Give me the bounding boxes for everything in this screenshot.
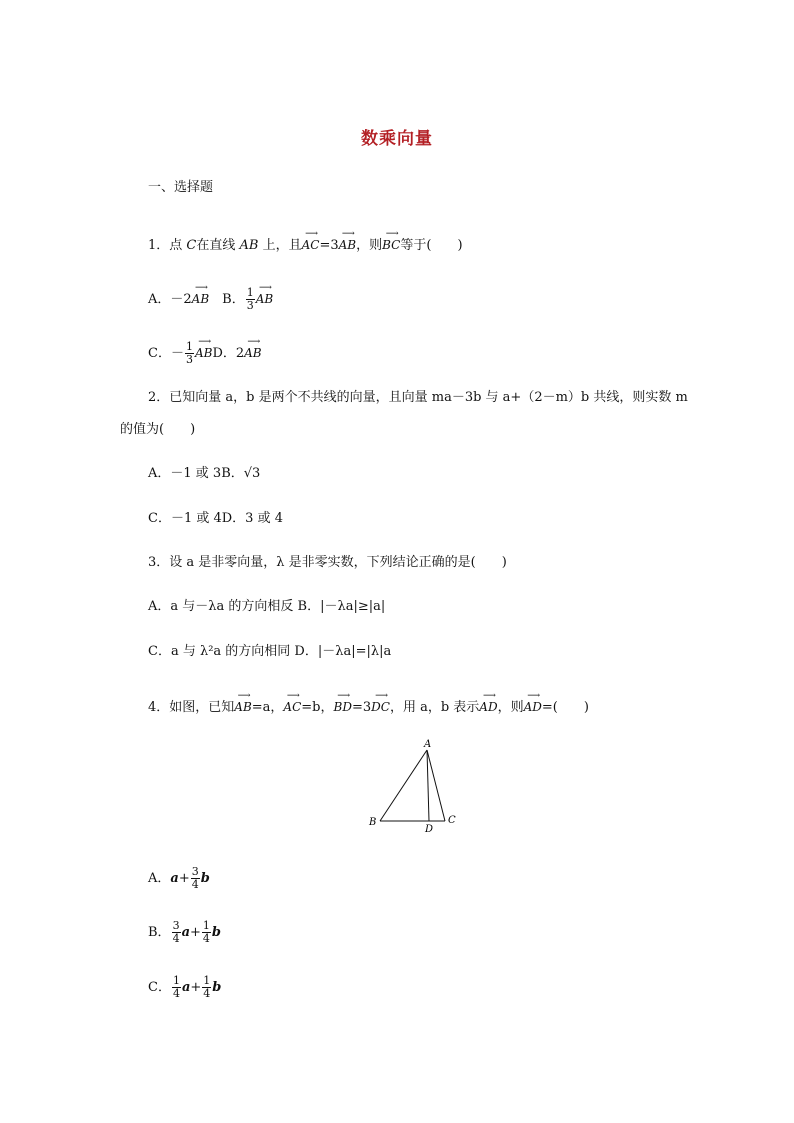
question-1-options-cd: C．－ $\frac{1}{3}$ ⟶ ABD．2⟶ AB (148, 338, 262, 366)
vertex-label-d: D (425, 824, 434, 835)
question-2-options-ab: A．－1 或 3B．√3 (148, 466, 261, 481)
question-4-option-a: A．a+ $\frac{3}{4}$ b (148, 865, 210, 891)
vertex-label-c: C (448, 815, 456, 826)
question-4-stem: 4．如图，已知⟶ AB=a，⟶ AC=b，⟶ BD=3⟶ DC，用 a，b 表示⟶ AD，则⟶ AD=( ) (148, 692, 589, 718)
segment-ad (427, 750, 429, 821)
question-2-stem-cont: 的值为( ) (120, 422, 196, 437)
triangle-figure (360, 735, 470, 835)
question-1-options-ab: A．－2⟶ AB B． $\frac{1}{3}$ ⟶ AB (148, 284, 273, 312)
question-2-stem: 2．已知向量 a，b 是两个不共线的向量，且向量 ma－3b 与 a+（2－m）b 共线，则实数 m (148, 390, 688, 405)
question-3-stem: 3．设 a 是非零向量，λ 是非零实数，下列结论正确的是( ) (148, 555, 507, 570)
question-4-option-c: C． $\frac{1}{4}$ a+ $\frac{1}{4}$ b (148, 974, 222, 1000)
question-3-options-cd: C．a 与 λ²a 的方向相同 D．|－λa|=|λ|a (148, 644, 392, 659)
section-heading: 一、选择题 (148, 180, 214, 195)
vertex-label-a: A (424, 739, 432, 750)
side-ab (380, 750, 427, 821)
vertex-label-b: B (369, 817, 377, 828)
question-1-stem: 1．点 C在直线 AB 上，且⟶ AC=3⟶ AB，则⟶ BC等于( ) (148, 230, 463, 256)
question-2-options-cd: C．－1 或 4D．3 或 4 (148, 511, 283, 526)
question-4-option-b: B． $\frac{3}{4}$ a+ $\frac{1}{4}$ b (148, 919, 221, 945)
side-ac (427, 750, 445, 821)
question-3-options-ab: A．a 与－λa 的方向相反 B．|－λa|≥|a| (148, 599, 386, 614)
triangle-diagram (360, 735, 470, 835)
page-title: 数乘向量 (361, 129, 433, 149)
